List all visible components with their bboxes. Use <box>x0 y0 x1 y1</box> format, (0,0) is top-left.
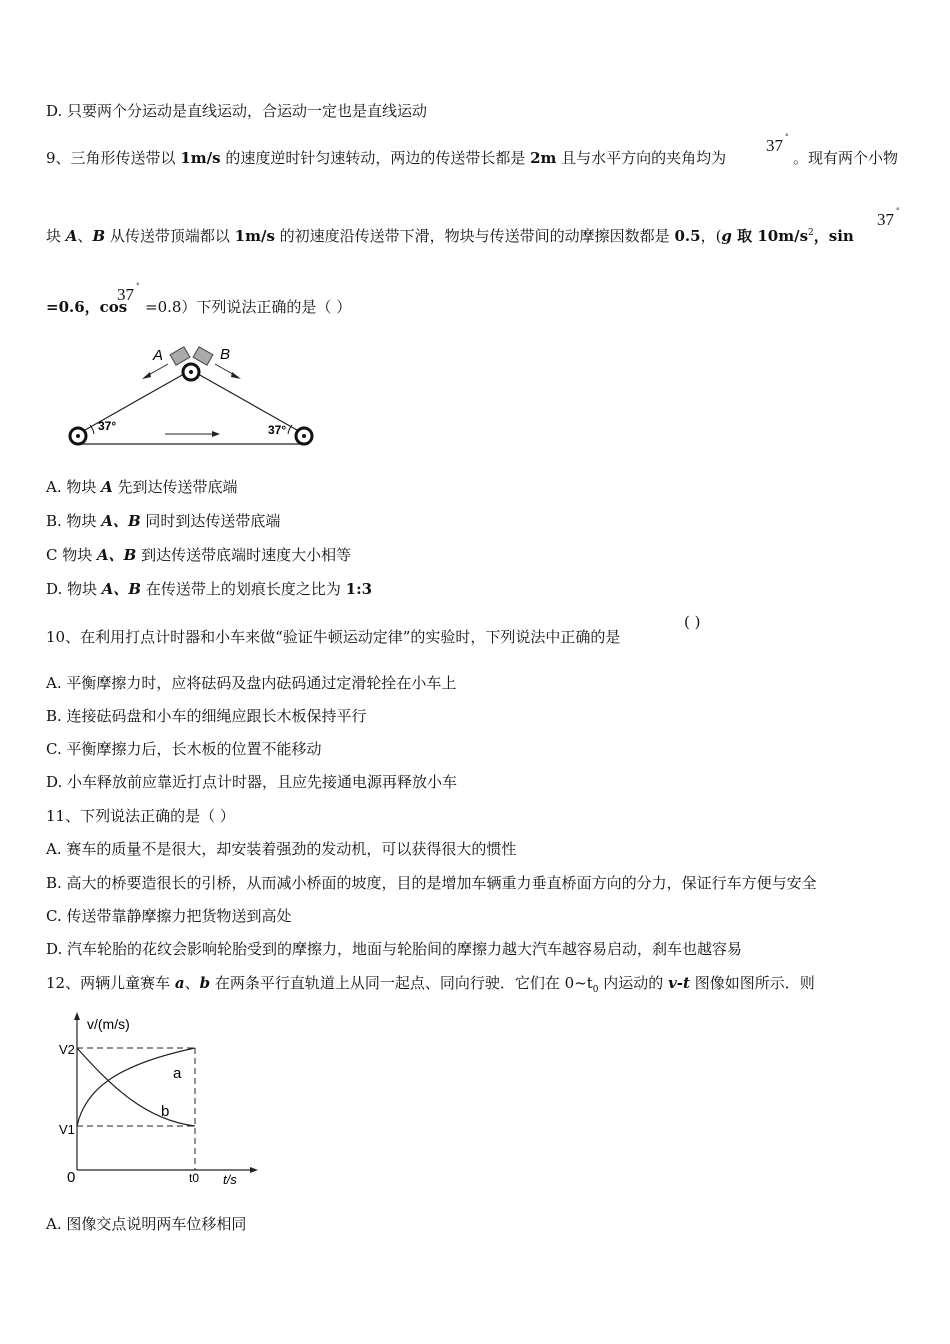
curve-a <box>77 1048 195 1126</box>
curve-b <box>77 1048 195 1126</box>
obj-a: A <box>65 227 78 245</box>
vt-label: v-t <box>668 974 690 992</box>
option-object: A、B <box>101 580 142 598</box>
q10-option-b: B. 连接砝码盘和小车的细绳应跟长木板保持平行 <box>46 707 367 725</box>
q9-stem-line1 <box>46 148 726 168</box>
q12-stem <box>46 973 815 1000</box>
q9-text: 的速度逆时针匀速转动，两边的传送带长都是 <box>220 149 531 167</box>
q12-text: 在两条平行直轨道上从同一起点、同向行驶．它们在 0~t <box>210 974 593 992</box>
q9-stem-end: =0.8）下列说法正确的是（ ） <box>145 298 352 316</box>
curve-a-label: a <box>173 1065 182 1082</box>
q9-text: 、 <box>77 227 93 245</box>
q9-stem-line2 <box>46 223 854 246</box>
q9-cos-text: =0.6，cos <box>46 298 128 316</box>
block-b <box>193 347 213 365</box>
option-object: A <box>101 478 113 496</box>
top-pulley <box>183 364 199 380</box>
subscript-0: 0 <box>592 985 599 995</box>
t0-label: t0 <box>189 1171 200 1185</box>
q12-text: 内运动的 <box>598 974 669 992</box>
option-prefix: B. 物块 <box>46 512 102 530</box>
degree-mark: ° <box>136 282 140 290</box>
q11-option-a: A. 赛车的质量不是很大，却安装着强劲的发动机，可以获得很大的惯性 <box>46 840 517 858</box>
q11-option-b: B. 高大的桥要造很长的引桥，从而减小桥面的坡度，目的是增加车辆重力垂直桥面方向的分力，保证行车方便与安全 <box>46 874 817 892</box>
q9-text: 的初速度沿传送带下滑，物块与传送带间的动摩擦因数都是 <box>274 227 675 245</box>
option-prefix: A. 物块 <box>46 478 102 496</box>
q11-stem: 11、下列说法正确的是（ ） <box>46 807 235 825</box>
q9-text: 9、三角形传送带以 <box>46 149 181 167</box>
x-axis-label: t/s <box>223 1172 237 1187</box>
q10-option-d: D. 小车释放前应靠近打点计时器，且应先接通电源再释放小车 <box>46 773 458 791</box>
vt-graph <box>55 1010 260 1190</box>
q9-mu: 0.5 <box>674 227 701 245</box>
q9-text: 且与水平方向的夹角均为 <box>556 149 727 167</box>
q9-g-value: 取 10m/s <box>731 227 809 245</box>
q9-sin: ，sin <box>813 227 854 245</box>
car-b: b <box>199 974 211 992</box>
q9-option-b <box>46 511 280 531</box>
q12-text: 图像如图所示．则 <box>689 974 815 992</box>
angle-right: 37° <box>268 423 287 437</box>
y-axis-label: v/(m/s) <box>87 1016 130 1032</box>
angle-left: 37° <box>98 419 117 433</box>
curve-b-label: b <box>161 1103 170 1120</box>
q10-option-a: A. 平衡摩擦力时，应将砝码及盘内砝码通过定滑轮拴在小车上 <box>46 674 457 692</box>
q9-angle-37: 37 <box>766 136 783 155</box>
left-pulley <box>70 428 86 444</box>
option-prefix: C 物块 <box>46 546 98 564</box>
option-text: 同时到达传送带底端 <box>140 512 281 530</box>
q9-stem-tail: 。现有两个小物 <box>793 149 899 167</box>
label-a: A <box>153 347 164 364</box>
q11-option-c: C. 传送带靠静摩擦力把货物送到高处 <box>46 907 292 925</box>
obj-b: B <box>92 227 106 245</box>
q9-text: ，( <box>700 227 722 245</box>
origin-label: 0 <box>67 1169 76 1186</box>
q12-text: 、 <box>184 974 200 992</box>
option-text: 到达传送带底端时速度大小相等 <box>136 546 352 564</box>
q9-text: 块 <box>46 227 66 245</box>
q12-option-a: A. 图像交点说明两车位移相同 <box>46 1215 247 1233</box>
option-ratio: 1:3 <box>345 580 373 598</box>
option-prefix: D. 物块 <box>46 580 102 598</box>
v2-label: V2 <box>59 1042 75 1057</box>
right-pulley <box>296 428 312 444</box>
v1-label: V1 <box>59 1122 75 1137</box>
q12-text: 12、两辆儿童赛车 <box>46 974 175 992</box>
q9-option-c <box>46 545 351 565</box>
q11-option-d: D. 汽车轮胎的花纹会影响轮胎受到的摩擦力，地面与轮胎间的摩擦力越大汽车越容易启动，刹车也越容易 <box>46 940 743 958</box>
q10-answer-paren: ( ) <box>684 613 701 631</box>
option-object: A、B <box>97 546 137 564</box>
car-a: a <box>174 974 185 992</box>
q9-option-d <box>46 579 372 599</box>
q9-speed: 1m/s <box>180 149 221 167</box>
q8-option-d: D. 只要两个分运动是直线运动，合运动一定也是直线运动 <box>46 102 428 120</box>
q9-angle-37: 37 <box>877 210 894 229</box>
q9-speed: 1m/s <box>234 227 275 245</box>
g-symbol: g <box>721 227 732 245</box>
q9-text: 从传送带顶端都以 <box>105 227 235 245</box>
label-b: B <box>220 346 231 363</box>
option-text: 先到达传送带底端 <box>112 478 238 496</box>
option-object: A、B <box>101 512 141 530</box>
degree-mark: ° <box>896 207 900 215</box>
conveyor-diagram <box>60 340 330 455</box>
q9-option-a <box>46 477 238 497</box>
option-text: 在传送带上的划痕长度之比为 <box>141 580 346 598</box>
degree-mark: ° <box>785 133 789 141</box>
q10-stem: 10、在利用打点计时器和小车来做“验证牛顿运动定律”的实验时，下列说法中正确的是 <box>46 628 621 646</box>
block-a <box>170 347 190 365</box>
q9-angle-37: 37 <box>117 285 134 304</box>
q10-option-c: C. 平衡摩擦力后，长木板的位置不能移动 <box>46 740 322 758</box>
q9-length: 2m <box>530 149 557 167</box>
squared: 2 <box>808 228 814 238</box>
